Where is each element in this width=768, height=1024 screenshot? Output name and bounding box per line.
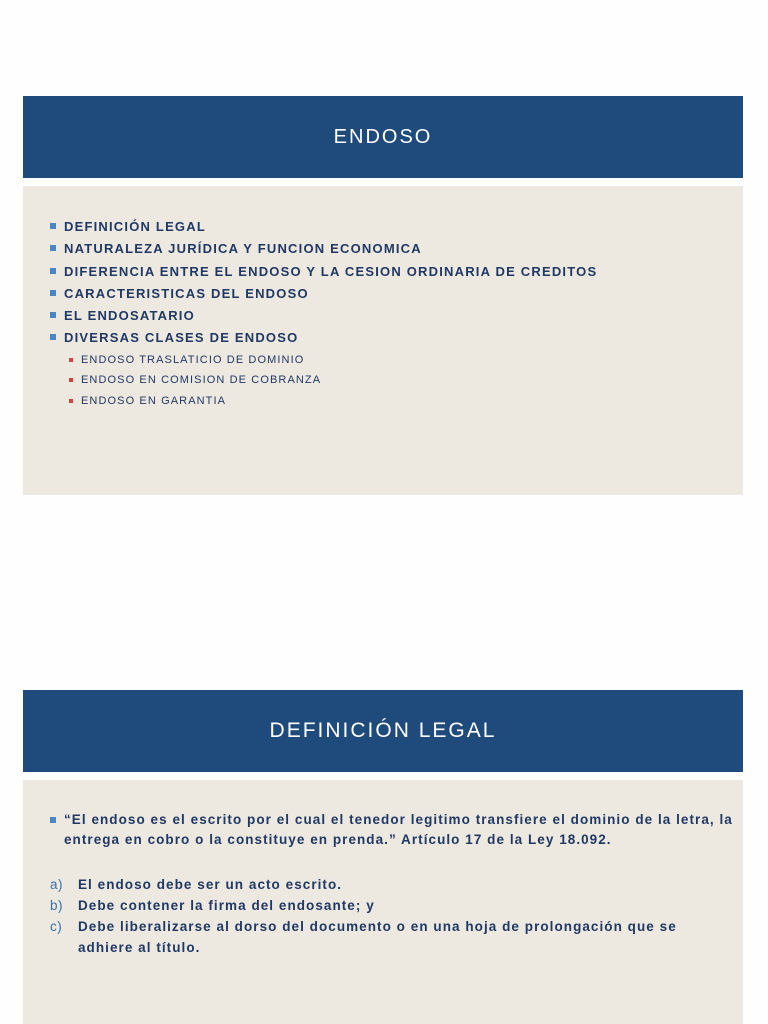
- endoso-types-list: [64, 350, 597, 412]
- red-square-bullet-icon: [69, 399, 73, 403]
- square-bullet-icon: [50, 245, 56, 251]
- legal-quote: [50, 810, 734, 850]
- requirement-text: Debe contener la firma del endosante; y: [78, 898, 375, 913]
- slide-2-header: [23, 690, 743, 772]
- subtopic-label: ENDOSO TRASLATICIO DE DOMINIO: [81, 353, 305, 366]
- red-square-bullet-icon: [69, 358, 73, 362]
- slide-1-body: [23, 186, 743, 495]
- topic-label: DIFERENCIA ENTRE EL ENDOSO Y LA CESION ORDINARIA DE CREDITOS: [64, 263, 598, 279]
- square-bullet-icon: [50, 334, 56, 340]
- requirement-item: [50, 916, 730, 958]
- topic-list: [50, 216, 597, 411]
- topic-item-diferencia: [50, 261, 597, 283]
- slide-1-header: [23, 96, 743, 178]
- topic-item-caracteristicas: [50, 283, 597, 305]
- topic-label: NATURALEZA JURÍDICA Y FUNCION ECONOMICA: [64, 241, 422, 257]
- requirement-text: Debe liberalizarse al dorso del documento o en una hoja de prolongación que se adhiere al título.: [78, 919, 677, 955]
- topic-label: DIVERSAS CLASES DE ENDOSO: [64, 330, 299, 346]
- red-square-bullet-icon: [69, 378, 73, 382]
- requirements-list: [50, 874, 730, 958]
- list-marker: b): [50, 898, 64, 913]
- topic-item-definicion: [50, 216, 597, 238]
- topic-label: DEFINICIÓN LEGAL: [64, 219, 206, 234]
- topic-label: EL ENDOSATARIO: [64, 308, 195, 324]
- square-bullet-icon: [50, 312, 56, 318]
- slide-1-title: ENDOSO: [333, 125, 433, 148]
- subtopic-item: [69, 350, 597, 371]
- subtopic-item: [69, 391, 597, 412]
- requirement-text: El endoso debe ser un acto escrito.: [78, 877, 343, 892]
- subtopic-label: ENDOSO EN COMISION DE COBRANZA: [81, 374, 322, 387]
- square-bullet-icon: [50, 817, 56, 823]
- requirement-item: [50, 895, 730, 916]
- topic-item-naturaleza: [50, 238, 597, 260]
- list-marker: c): [50, 919, 63, 934]
- square-bullet-icon: [50, 290, 56, 296]
- topic-label: CARACTERISTICAS DEL ENDOSO: [64, 285, 309, 301]
- quote-text: “El endoso es el escrito por el cual el tenedor legitimo transfiere el dominio de la letra, la entrega en cobro o la constituye en prenda.” Artículo 17 de la Ley 18.092.: [64, 812, 733, 847]
- list-marker: a): [50, 877, 64, 892]
- slide-2-title: DEFINICIÓN LEGAL: [269, 719, 497, 742]
- slide-2-body: [23, 780, 743, 1024]
- requirement-item: [50, 874, 730, 895]
- square-bullet-icon: [50, 268, 56, 274]
- topic-item-clases: [50, 327, 597, 411]
- topic-item-endosatario: [50, 305, 597, 327]
- square-bullet-icon: [50, 223, 56, 229]
- subtopic-label: ENDOSO EN GARANTIA: [81, 394, 227, 407]
- subtopic-item: [69, 370, 597, 391]
